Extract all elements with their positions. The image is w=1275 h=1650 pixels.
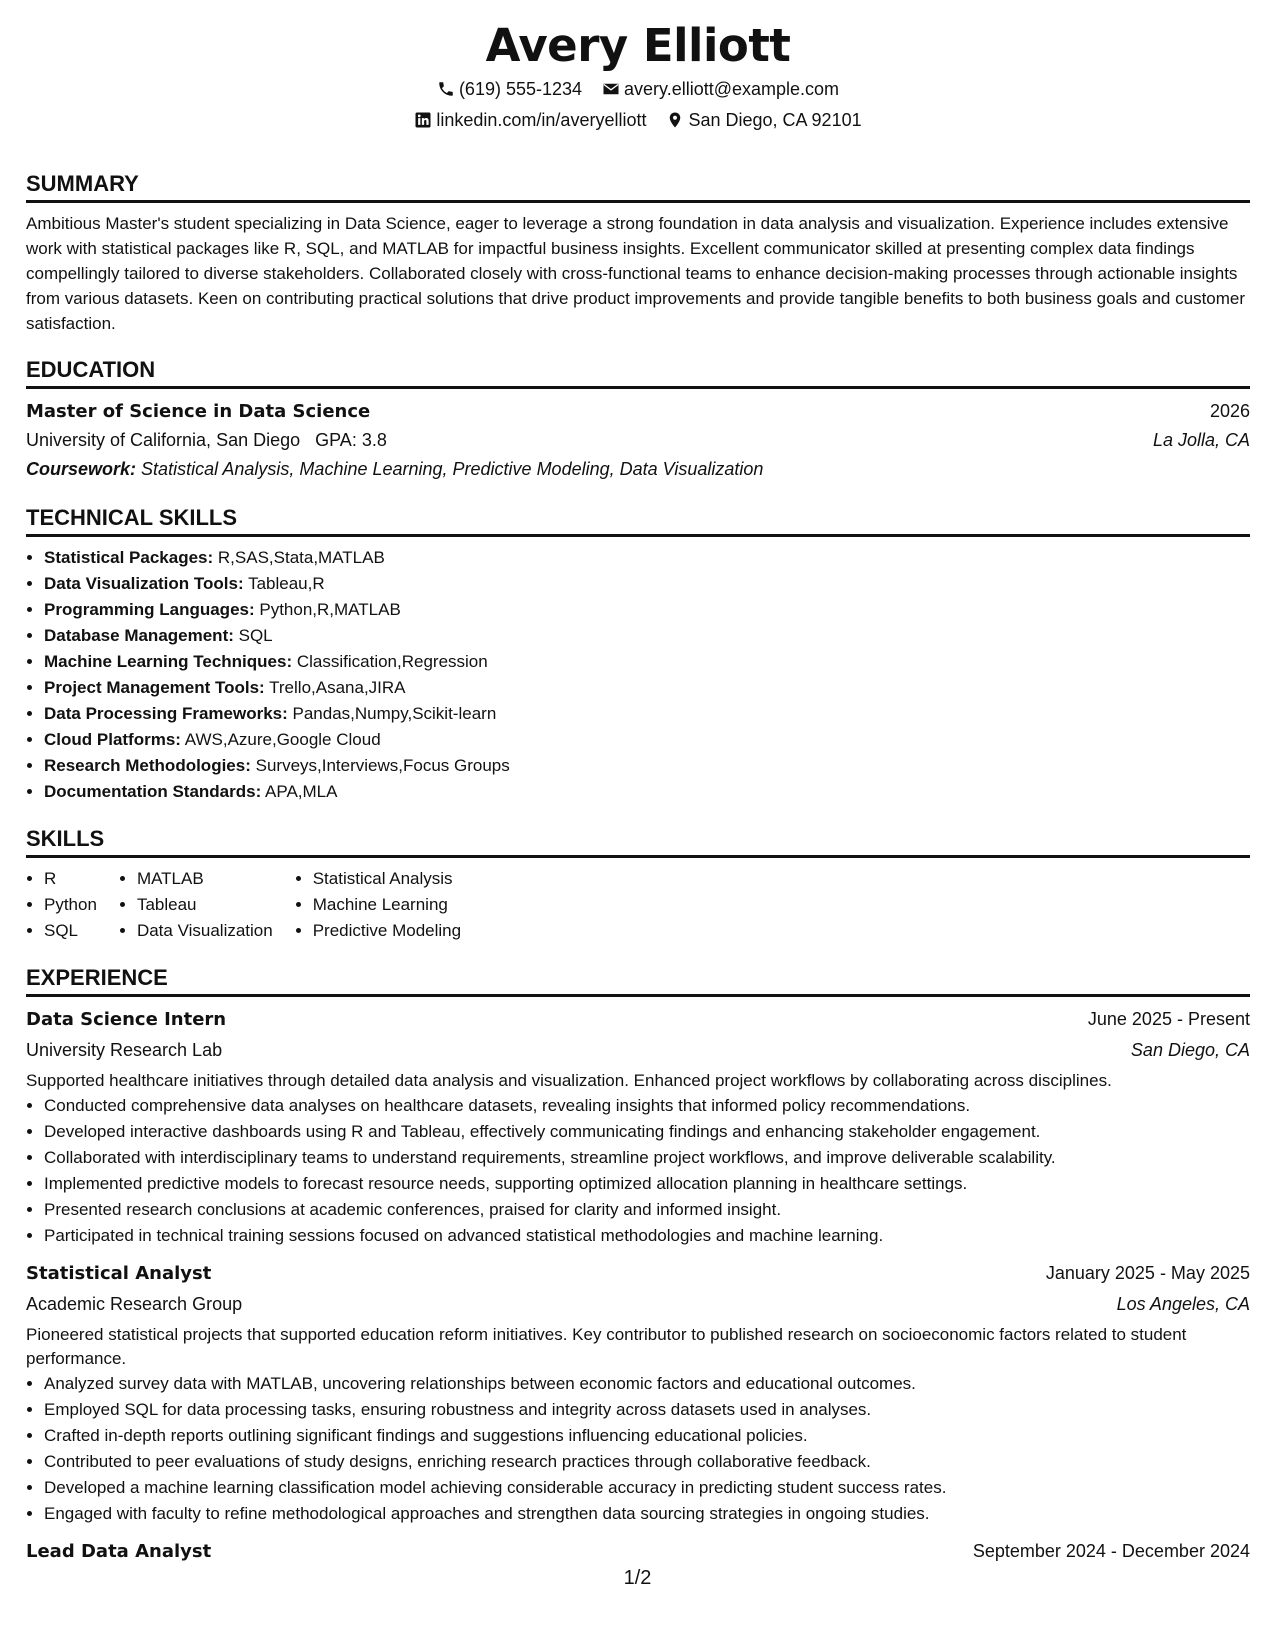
skill-value: AWS,Azure,Google Cloud — [184, 730, 381, 749]
summary-heading: SUMMARY — [26, 170, 1250, 203]
job-title: Lead Data Analyst — [26, 1541, 212, 1562]
job-subheader — [26, 1035, 1250, 1065]
list-item: • Contributed to peer evaluations of study designs, enriching research practices through collaborative feedback. — [44, 1449, 1250, 1475]
coursework — [26, 454, 1250, 484]
job-location: San Diego, CA — [1130, 1040, 1250, 1060]
skill-value: Trello,Asana,JIRA — [269, 678, 406, 697]
job-header — [26, 1005, 1250, 1035]
linkedin-icon — [414, 111, 432, 129]
school-info — [26, 426, 387, 454]
list-item: • Developed interactive dashboards using R and Tableau, effectively communicating findings and enhancing stakeholder engagement. — [44, 1119, 1250, 1145]
job-organization: Academic Research Group — [26, 1294, 243, 1314]
school-name: University of California, San Diego — [26, 430, 301, 450]
list-item: • SQL — [44, 918, 97, 944]
skill-label: Data Processing Frameworks: — [44, 704, 288, 723]
list-item: • Conducted comprehensive data analyses on healthcare datasets, revealing insights that informed policy recommendations. — [44, 1093, 1250, 1119]
list-item: • Predictive Modeling — [313, 918, 461, 944]
skill-label: Data Visualization Tools: — [44, 574, 244, 593]
job-title: Statistical Analyst — [26, 1263, 212, 1284]
skill-label: Documentation Standards: — [44, 782, 262, 801]
coursework-list: Statistical Analysis, Machine Learning, Predictive Modeling, Data Visualization — [141, 459, 764, 479]
list-item — [44, 597, 1250, 623]
list-item: • Data Visualization — [137, 918, 273, 944]
email-address: avery.elliott@example.com — [624, 79, 840, 99]
gpa: GPA: 3.8 — [315, 430, 387, 450]
list-item: • Participated in technical training sessions focused on advanced statistical methodologies and machine learning. — [44, 1223, 1250, 1249]
list-item — [44, 649, 1250, 675]
skill-label: Statistical Packages: — [44, 548, 214, 567]
job-location: Los Angeles, CA — [1116, 1294, 1250, 1314]
list-item: • R — [44, 866, 97, 892]
list-item: • Tableau — [137, 892, 273, 918]
job-dates: September 2024 - December 2024 — [972, 1541, 1250, 1561]
skill-label: Project Management Tools: — [44, 678, 265, 697]
job-entry — [26, 1259, 1250, 1527]
job-dates: June 2025 - Present — [1087, 1009, 1250, 1029]
job-description: Pioneered statistical projects that supported education reform initiatives. Key contributor to published research on socioeconomic factors related to student performance. — [26, 1325, 1187, 1368]
phone-icon — [437, 80, 455, 98]
list-item: • Engaged with faculty to refine methodological approaches and strengthen data sourcing strategies in ongoing studies. — [44, 1501, 1250, 1527]
technical-skills-section — [26, 504, 1250, 805]
phone-number: (619) 555-1234 — [458, 79, 583, 99]
skills-column-3 — [295, 866, 461, 944]
skill-label: Programming Languages: — [44, 600, 255, 619]
degree-name: Master of Science in Data Science — [26, 401, 371, 422]
technical-skills-list — [26, 545, 1250, 805]
job-entry — [26, 1537, 1250, 1567]
list-item: • Employed SQL for data processing tasks, ensuring robustness and integrity across datasets used in analyses. — [44, 1397, 1250, 1423]
page-number: 1/2 — [623, 1567, 652, 1589]
coursework-label: Coursework: — [26, 459, 137, 479]
linkedin-url: linkedin.com/in/averyelliott — [436, 110, 647, 130]
education-section — [26, 356, 1250, 484]
skills-column-2 — [119, 866, 273, 944]
list-item: • Python — [44, 892, 97, 918]
job-bullets — [26, 1093, 1250, 1249]
education-heading: EDUCATION — [26, 356, 1250, 389]
skill-label: Machine Learning Techniques: — [44, 652, 293, 671]
location-text: San Diego, CA 92101 — [688, 110, 862, 130]
job-dates: January 2025 - May 2025 — [1045, 1263, 1250, 1283]
linkedin-contact — [414, 108, 646, 132]
resume-page — [26, 0, 1250, 1577]
school-location: La Jolla, CA — [1152, 430, 1250, 450]
list-item: • MATLAB — [137, 866, 273, 892]
list-item: • Presented research conclusions at academic conferences, praised for clarity and informed insight. — [44, 1197, 1250, 1223]
list-item: • Statistical Analysis — [313, 866, 461, 892]
job-title: Data Science Intern — [26, 1009, 227, 1030]
skill-value: Pandas,Numpy,Scikit-learn — [292, 704, 497, 723]
skills-column-1 — [26, 866, 97, 944]
skill-label: Cloud Platforms: — [44, 730, 181, 749]
list-item: • Crafted in-depth reports outlining significant findings and suggestions influencing educational policies. — [44, 1423, 1250, 1449]
job-subheader — [26, 1289, 1250, 1319]
skills-grid — [26, 866, 1250, 944]
location-contact — [666, 108, 861, 132]
skill-value: SQL — [238, 626, 273, 645]
list-item: • Machine Learning — [313, 892, 461, 918]
phone-contact — [437, 77, 582, 101]
skills-heading: SKILLS — [26, 825, 1250, 858]
contact-row-1 — [26, 77, 1250, 101]
candidate-name: Avery Elliott — [485, 19, 791, 72]
graduation-year: 2026 — [1209, 401, 1250, 421]
job-description: Supported healthcare initiatives through detailed data analysis and visualization. Enhanced project workflows by collaborating across disciplines. — [26, 1071, 1112, 1090]
experience-heading: EXPERIENCE — [26, 964, 1250, 997]
list-item — [44, 571, 1250, 597]
skill-value: Classification,Regression — [296, 652, 488, 671]
skill-value: Python,R,MATLAB — [259, 600, 401, 619]
list-item — [44, 753, 1250, 779]
map-pin-icon — [666, 111, 684, 129]
list-item — [44, 701, 1250, 727]
job-header — [26, 1537, 1250, 1567]
list-item — [44, 675, 1250, 701]
email-contact — [602, 77, 839, 101]
summary-text: Ambitious Master's student specializing in Data Science, eager to leverage a strong foundation in data analysis and visualization. Experience includes extensive work with statistical packages like R, SQL, and MATLAB for impactful business insights. Excellent communicator skilled at presenting complex data findings compellingly tailored to diverse stakeholders. Collaborated closely with cross-functional teams to enhance decision-making processes through actionable insights from various datasets. Keen on contributing practical solutions that drive product improvements and provide tangible benefits to both business goals and customer satisfaction. — [26, 214, 1246, 333]
skill-value: Surveys,Interviews,Focus Groups — [255, 756, 510, 775]
job-entry — [26, 1005, 1250, 1249]
list-item: • Developed a machine learning classification model achieving considerable accuracy in predicting student success rates. — [44, 1475, 1250, 1501]
list-item — [44, 545, 1250, 571]
list-item: • Collaborated with interdisciplinary teams to understand requirements, streamline project workflows, and improve deliverable scalability. — [44, 1145, 1250, 1171]
envelope-icon — [602, 80, 620, 98]
technical-skills-heading: TECHNICAL SKILLS — [26, 504, 1250, 537]
education-row-1 — [26, 397, 1250, 426]
list-item — [44, 727, 1250, 753]
skill-value: APA,MLA — [265, 782, 338, 801]
list-item — [44, 623, 1250, 649]
job-header — [26, 1259, 1250, 1289]
experience-section — [26, 964, 1250, 1567]
job-bullets — [26, 1371, 1250, 1527]
list-item: • Analyzed survey data with MATLAB, uncovering relationships between economic factors and educational outcomes. — [44, 1371, 1250, 1397]
contact-row-2 — [26, 108, 1250, 132]
skills-section — [26, 825, 1250, 944]
list-item: • Implemented predictive models to forecast resource needs, supporting optimized allocation planning in healthcare settings. — [44, 1171, 1250, 1197]
skill-value: Tableau,R — [248, 574, 325, 593]
summary-section — [26, 170, 1250, 336]
skill-value: R,SAS,Stata,MATLAB — [217, 548, 385, 567]
skill-label: Research Methodologies: — [44, 756, 251, 775]
education-row-2 — [26, 426, 1250, 454]
list-item — [44, 779, 1250, 805]
job-organization: University Research Lab — [26, 1040, 223, 1060]
resume-header — [26, 0, 1250, 132]
skill-label: Database Management: — [44, 626, 234, 645]
